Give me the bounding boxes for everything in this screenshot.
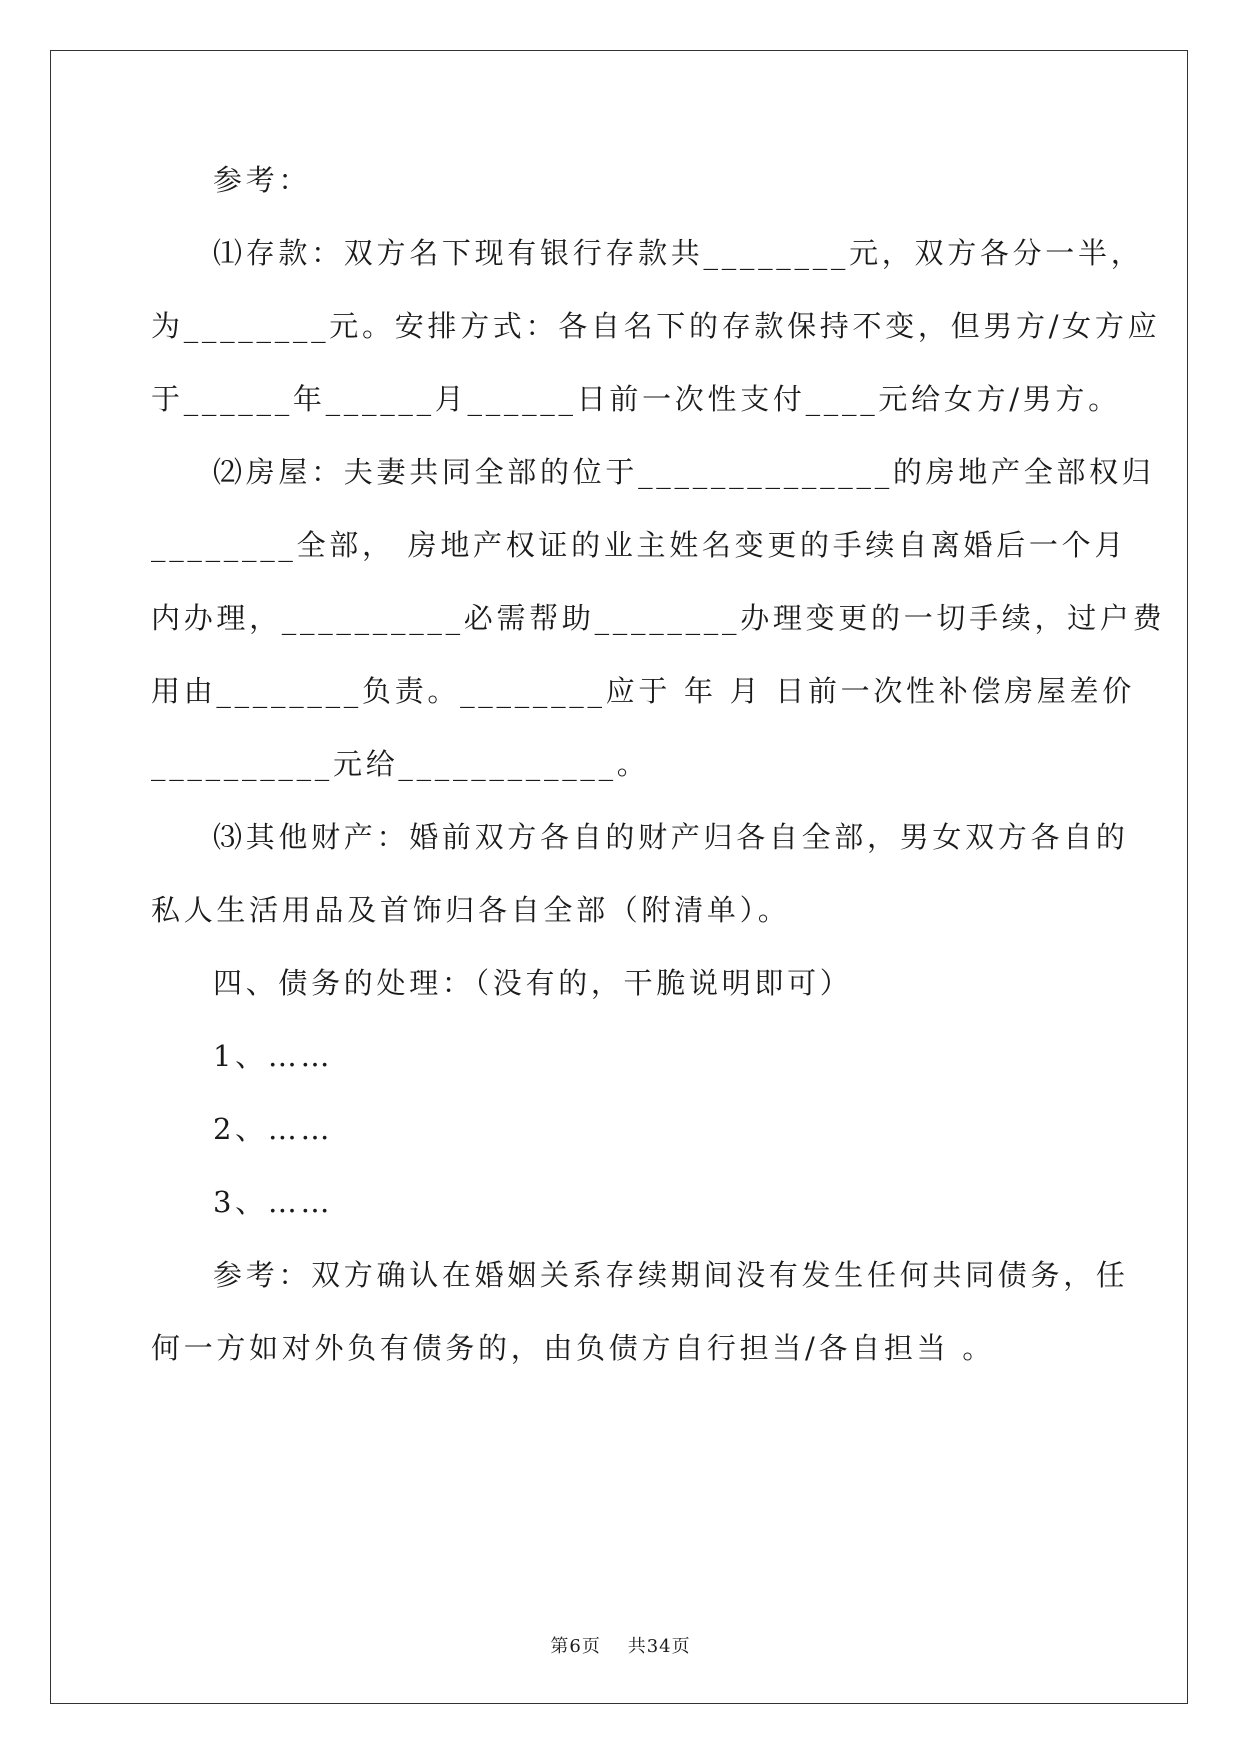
paragraph-line: ⑵房屋：夫妻共同全部的位于______________的房地产全部权归: [213, 455, 1155, 489]
paragraph-line: 何一方如对外负有债务的，由负债方自行担当/各自担当 。: [151, 1331, 995, 1365]
paragraph-line: 内办理，__________必需帮助________办理变更的一切手续，过户费: [151, 601, 1166, 635]
paragraph-line: 于______年______月______日前一次性支付____元给女方/男方。: [151, 382, 1121, 416]
list-item: 1、……: [213, 1039, 334, 1073]
paragraph-line: 参考：: [213, 163, 312, 197]
paragraph-line: 私人生活用品及首饰归各自全部（附清单）。: [151, 893, 791, 927]
paragraph-line: __________元给____________。: [151, 747, 650, 781]
page-border: [50, 50, 1188, 1704]
list-item: 2、……: [213, 1112, 334, 1146]
paragraph-line: ________全部， 房地产权证的业主姓名变更的手续自离婚后一个月: [151, 528, 1128, 562]
paragraph-line: 参考：双方确认在婚姻关系存续期间没有发生任何共同债务，任: [213, 1258, 1129, 1292]
paragraph-line: ⑶其他财产：婚前双方各自的财产归各自全部，男女双方各自的: [213, 820, 1129, 854]
list-item: 3、……: [213, 1185, 334, 1219]
paragraph-line: 为________元。安排方式：各自名下的存款保持不变，但男方/女方应: [151, 309, 1161, 343]
paragraph-line: ⑴存款：双方名下现有银行存款共________元，双方各分一半，: [213, 236, 1144, 270]
paragraph-line: 用由________负责。________应于 年 月 日前一次性补偿房屋差价: [151, 674, 1135, 708]
section-heading: 四、债务的处理：（没有的，干脆说明即可）: [213, 966, 853, 1000]
page-number: 第6页 共34页: [550, 1636, 691, 1657]
